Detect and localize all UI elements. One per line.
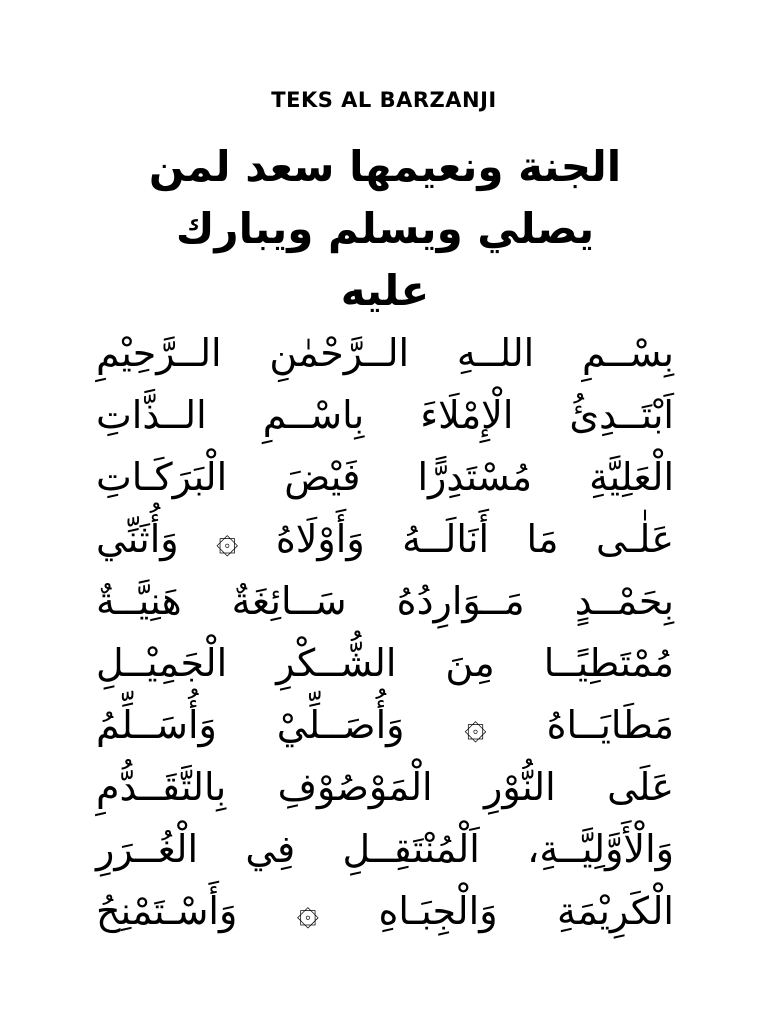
text-line: الْكَرِيْمَةِ وَالْجِبَـاهِ ۞ وَأَسْـتَمْنِحُ: [96, 889, 674, 933]
heading-line: عليه: [340, 266, 430, 315]
text-line: وَالْأَوَّلِيَّــةِ، اَلْمُنْتَقِــلِ فِي الْغُــرَرِ: [96, 827, 674, 871]
arabic-body-text: [96, 322, 674, 942]
arabic-heading: [90, 136, 680, 322]
text-line: اَبْتَــدِئُ الْإِمْلَاءَ بِاسْــمِ الــذَّاتِ: [96, 393, 674, 437]
text-line: عَلَى النُّوْرِ الْمَوْصُوْفِ بِالتَّقَــدُّمِ: [96, 765, 674, 809]
text-line: عَلٰـى مَا أَنَالَــهُ وَأَوْلَاهُ ۞ وَأُثَنِّي: [96, 517, 674, 561]
document-title: TEKS AL BARZANJI: [271, 88, 497, 112]
text-line: مَطَايَــاهُ ۞ وَأُصَــلِّيْ وَأُسَــلِّمُ: [96, 703, 674, 747]
text-line: مُمْتَطِيًــا مِنَ الشُّــكْرِ الْجَمِيْــلِ: [96, 641, 674, 685]
heading-line: الجنة ونعيمها سعد لمن: [148, 142, 622, 191]
text-line: بِحَمْــدٍ مَــوَارِدُهُ سَــائِغَةٌ هَنِيَّــةٌ: [96, 579, 674, 623]
text-line: بِسْــمِ اللــهِ الــرَّحْمٰنِ الــرَّحِيْمِ: [96, 331, 674, 375]
text-line: الْعَلِيَّةِ مُسْتَدِرًّا فَيْضَ الْبَرَكَـاتِ: [96, 455, 674, 499]
heading-line: يصلي ويسلم ويبارك: [175, 204, 595, 253]
